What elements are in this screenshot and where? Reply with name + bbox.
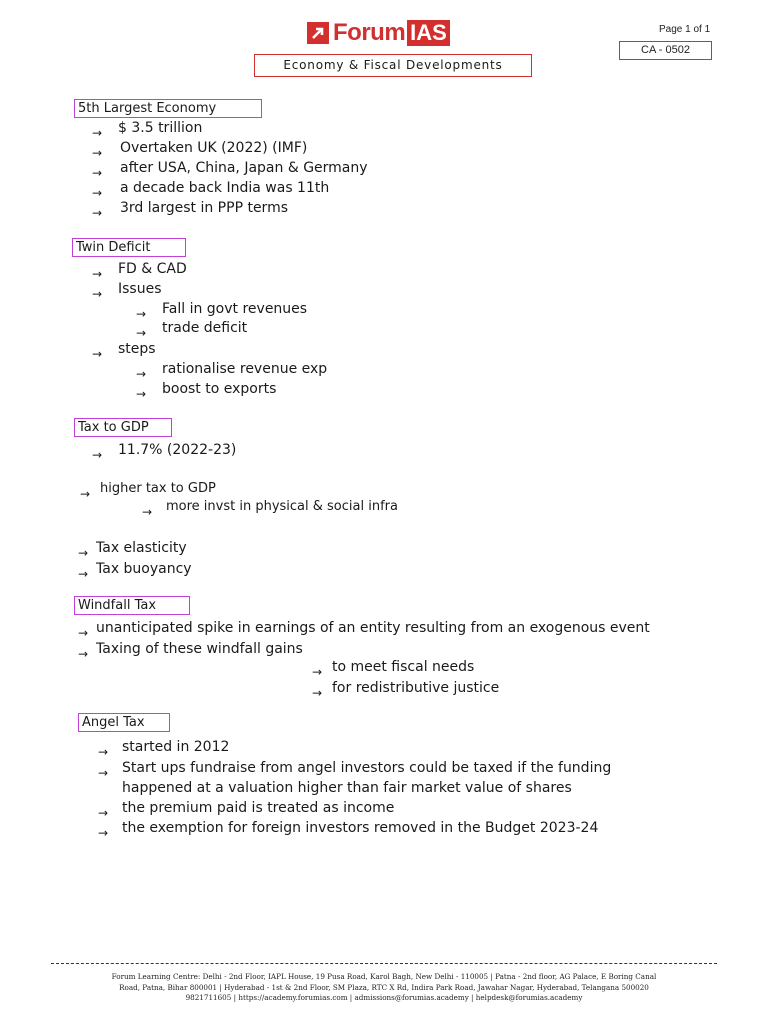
arrow-logo-icon — [307, 22, 329, 44]
note-item: Fall in govt revenues — [162, 301, 308, 317]
note-item: the exemption for foreign investors removed in the Budget 2023-24 — [122, 820, 599, 836]
note-item: to meet fiscal needs — [332, 659, 475, 675]
arrow-icon: → — [136, 367, 147, 381]
page-title: Economy & Fiscal Developments — [254, 54, 532, 77]
note-item: steps — [118, 341, 156, 357]
note-item: the premium paid is treated as income — [122, 800, 395, 816]
note-item: boost to exports — [162, 381, 277, 397]
footer-line: Forum Learning Centre: Delhi - 2nd Floor, IAPL House, 19 Pusa Road, Karol Bagh, New Delhi - 110005 | Patna - 2nd floor, AG Palace, E Boring Canal — [111, 972, 657, 981]
section-heading: 5th Largest Economy — [74, 99, 262, 118]
arrow-icon: → — [312, 665, 323, 679]
arrow-icon: → — [80, 487, 91, 501]
note-item: Tax elasticity — [96, 540, 187, 556]
note-item: $ 3.5 trillion — [118, 120, 203, 136]
section-heading: Angel Tax — [78, 713, 170, 732]
arrow-icon: → — [98, 806, 109, 820]
note-item: for redistributive justice — [332, 680, 500, 696]
forumias-logo — [307, 20, 450, 46]
arrow-icon: → — [98, 766, 109, 780]
arrow-icon: → — [98, 826, 109, 840]
arrow-icon: → — [98, 745, 109, 759]
note-item: Taxing of these windfall gains — [96, 641, 303, 657]
note-item: Tax buoyancy — [96, 561, 192, 577]
note-item: trade deficit — [162, 320, 248, 336]
note-item: higher tax to GDP — [100, 481, 216, 496]
note-item: a decade back India was 11th — [120, 180, 330, 196]
arrow-icon: → — [136, 326, 147, 340]
section-heading: Windfall Tax — [74, 596, 190, 615]
section-heading: Twin Deficit — [72, 238, 186, 257]
note-item: Overtaken UK (2022) (IMF) — [120, 140, 308, 156]
section-heading: Tax to GDP — [74, 418, 172, 437]
note-item: after USA, China, Japan & Germany — [120, 160, 368, 176]
footer-address — [70, 972, 698, 1004]
note-item: unanticipated spike in earnings of an entity resulting from an exogenous event — [96, 620, 650, 636]
arrow-icon: → — [92, 146, 103, 160]
arrow-icon: → — [136, 387, 147, 401]
logo-ias-text: IAS — [407, 20, 450, 46]
note-item: rationalise revenue exp — [162, 361, 328, 377]
arrow-icon: → — [92, 448, 103, 462]
note-item: 11.7% (2022-23) — [118, 442, 237, 458]
arrow-icon: → — [78, 626, 89, 640]
arrow-icon: → — [312, 686, 323, 700]
arrow-icon: → — [92, 186, 103, 200]
arrow-icon: → — [92, 347, 103, 361]
logo-forum-text: Forum — [333, 19, 406, 46]
footer-line: 9821711605 | https://academy.forumias.com | admissions@forumias.academy | helpdesk@forumias.academy — [185, 993, 583, 1002]
note-item: Issues — [118, 281, 162, 297]
document-code: CA - 0502 — [619, 41, 712, 60]
arrow-icon: → — [92, 166, 103, 180]
page-number: Page 1 of 1 — [659, 24, 711, 35]
arrow-icon: → — [136, 307, 147, 321]
note-item: Start ups fundraise from angel investors could be taxed if the funding — [122, 760, 612, 776]
note-item: started in 2012 — [122, 739, 230, 755]
arrow-icon: → — [92, 206, 103, 220]
note-item: FD & CAD — [118, 261, 187, 277]
arrow-icon: → — [78, 567, 89, 581]
footer-divider — [51, 963, 717, 964]
arrow-icon: → — [142, 505, 153, 519]
footer-line: Road, Patna, Bihar 800001 | Hyderabad - 1st & 2nd Floor, SM Plaza, RTC X Rd, Indira Park Road, Jawahar Nagar, Hyderabad, Telangana 500020 — [119, 982, 649, 992]
arrow-icon: → — [92, 287, 103, 301]
note-item: 3rd largest in PPP terms — [120, 200, 288, 216]
arrow-icon: → — [78, 546, 89, 560]
note-item: happened at a valuation higher than fair market value of shares — [122, 780, 572, 796]
arrow-icon: → — [78, 647, 89, 661]
arrow-icon: → — [92, 267, 103, 281]
note-item: more invst in physical & social infra — [166, 499, 398, 514]
arrow-icon: → — [92, 126, 103, 140]
